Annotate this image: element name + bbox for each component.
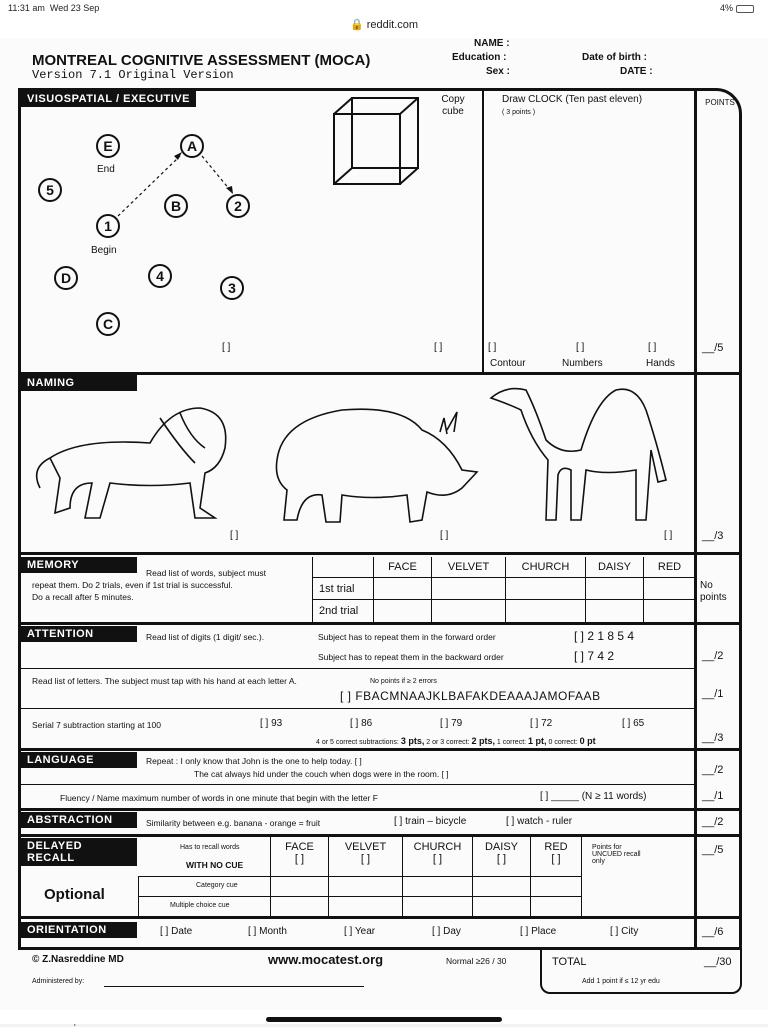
sex-label: Sex : <box>486 66 510 77</box>
divider <box>18 622 742 625</box>
trail-node-1: 1 <box>96 214 120 238</box>
visuospatial-score: __/5 <box>702 342 724 354</box>
trail-begin-label: Begin <box>91 245 117 256</box>
serial-instr: Serial 7 subtraction starting at 100 <box>32 720 161 730</box>
memory-word-red: RED <box>643 557 695 622</box>
serial-score: __/3 <box>702 732 724 744</box>
numbers-box[interactable]: [ ] <box>576 342 585 353</box>
administered-by: Administered by: <box>32 978 85 985</box>
home-indicator[interactable] <box>266 1017 502 1022</box>
url-text: reddit.com <box>366 19 419 31</box>
abstraction-train-bicycle[interactable]: [ ] train – bicycle <box>394 816 467 827</box>
recall-daisy: DAISY [ ] <box>472 837 530 917</box>
memory-word-face: FACE <box>373 557 431 622</box>
serial-86[interactable]: [ ] 86 <box>350 718 373 729</box>
url-bar[interactable] <box>0 16 768 38</box>
divider <box>18 808 742 811</box>
memory-instr-1: Read list of words, subject must <box>146 568 266 578</box>
abstraction-instr: Similarity between e.g. banana - orange = fruit <box>146 818 321 828</box>
trail-node-d: D <box>54 266 78 290</box>
repeat-sentence-1[interactable]: Repeat : I only know that John is the one to help today. [ ] <box>146 756 362 766</box>
clock-title: Draw CLOCK (Ten past eleven) <box>502 94 643 105</box>
trail-node-3: 3 <box>220 276 244 300</box>
camel-drawing <box>486 380 676 530</box>
naming-score: __/3 <box>702 530 724 542</box>
divider <box>138 876 582 877</box>
total-box <box>540 948 742 994</box>
digits-instr: Read list of digits (1 digit/ sec.). <box>146 632 265 642</box>
dob-label: Date of birth : <box>582 52 647 63</box>
recall-score: __/5 <box>702 844 724 856</box>
numbers-label: Numbers <box>562 358 603 369</box>
delayed-recall-heading: DELAYED RECALL <box>21 838 137 866</box>
trail-node-b: B <box>164 194 188 218</box>
trail-node-a: A <box>180 134 204 158</box>
trail-node-c: C <box>96 312 120 336</box>
trail-node-5: 5 <box>38 178 62 202</box>
letters-sequence[interactable]: [ ] FBACMNAAJKLBAFAKDEAAAJAMOFAAB <box>340 689 601 703</box>
fluency-box[interactable]: [ ] _____ (N ≥ 11 words) <box>540 791 647 802</box>
status-bar <box>0 0 768 16</box>
orientation-heading: ORIENTATION <box>21 922 137 938</box>
naming-heading: NAMING <box>21 375 137 391</box>
battery-icon <box>736 5 754 13</box>
lock-icon: 🔒 <box>349 19 364 31</box>
form-title: MONTREAL COGNITIVE ASSESSMENT (MOCA) <box>32 52 371 69</box>
form-version: Version 7.1 Original Version <box>32 68 234 82</box>
serial-79[interactable]: [ ] 79 <box>440 718 463 729</box>
status-time: 11:31 am Wed 23 Sep <box>8 3 100 13</box>
digits-score: __/2 <box>702 650 724 662</box>
abstraction-heading: ABSTRACTION <box>21 812 137 828</box>
serial-65[interactable]: [ ] 65 <box>622 718 645 729</box>
visuospatial-heading: VISUOSPATIAL / EXECUTIVE <box>21 91 196 107</box>
orientation-year[interactable]: [ ] Year <box>344 926 376 937</box>
memory-instr-2: repeat them. Do 2 trials, even if 1st trial is successful. <box>32 580 233 590</box>
trail-end-label: End <box>97 164 115 175</box>
points-column-divider <box>694 88 697 950</box>
orientation-score: __/6 <box>702 926 724 938</box>
with-no-cue: WITH NO CUE <box>186 860 244 870</box>
serial-72[interactable]: [ ] 72 <box>530 718 553 729</box>
trail-box[interactable]: [ ] <box>222 342 231 353</box>
recall-table <box>270 837 582 917</box>
name-label: NAME : <box>474 38 510 49</box>
has-to-recall: Has to recall words <box>180 844 240 851</box>
letters-instr: Read list of letters. The subject must tap with his hand at each letter A. <box>32 676 297 686</box>
repeat-sentence-2[interactable]: The cat always hid under the couch when dogs were in the room. [ ] <box>194 769 449 779</box>
orientation-day[interactable]: [ ] Day <box>432 926 461 937</box>
hands-box[interactable]: [ ] <box>648 342 657 353</box>
recall-face: FACE [ ] <box>270 837 328 917</box>
abstraction-score: __/2 <box>702 816 724 828</box>
forward-digits[interactable]: [ ] 2 1 8 5 4 <box>574 629 635 643</box>
naming-rhino-box[interactable]: [ ] <box>440 530 449 541</box>
add-point-note: Add 1 point if ≤ 12 yr edu <box>582 978 660 985</box>
repeat-score: __/2 <box>702 764 724 776</box>
memory-trial-1: 1st trial <box>319 583 355 595</box>
language-heading: LANGUAGE <box>21 752 137 768</box>
attention-heading: ATTENTION <box>21 626 137 642</box>
memory-word-velvet: VELVET <box>431 557 505 622</box>
recall-red: RED [ ] <box>530 837 582 917</box>
memory-no-points: No points <box>700 580 727 603</box>
orientation-month[interactable]: [ ] Month <box>248 926 287 937</box>
letters-note: No points if ≥ 2 errors <box>370 678 437 685</box>
trail-node-e: E <box>96 134 120 158</box>
backward-instr: Subject has to repeat them in the backward order <box>318 652 504 662</box>
copyright: © Z.Nasreddine MD <box>32 954 124 965</box>
serial-93[interactable]: [ ] 93 <box>260 718 283 729</box>
orientation-city[interactable]: [ ] City <box>610 926 639 937</box>
memory-table <box>312 557 694 622</box>
category-cue: Category cue <box>196 882 238 889</box>
memory-instr-3: Do a recall after 5 minutes. <box>32 592 134 602</box>
total-label: TOTAL <box>552 956 587 968</box>
copy-cube-label: Copy cube <box>441 94 465 117</box>
cube-box[interactable]: [ ] <box>434 342 443 353</box>
website: www.mocatest.org <box>268 952 384 967</box>
naming-lion-box[interactable]: [ ] <box>230 530 239 541</box>
forward-instr: Subject has to repeat them in the forward order <box>318 632 496 642</box>
trail-node-4: 4 <box>148 264 172 288</box>
memory-trial-2: 2nd trial <box>319 605 359 617</box>
divider <box>18 668 697 669</box>
clock-points: ( 3 points ) <box>502 109 536 116</box>
hands-label: Hands <box>646 358 675 369</box>
divider <box>18 784 697 785</box>
recall-velvet: VELVET [ ] <box>328 837 402 917</box>
fluency-instr: Fluency / Name maximum number of words in one minute that begin with the letter F <box>60 793 378 803</box>
orientation-place[interactable]: [ ] Place <box>520 926 557 937</box>
orientation-date[interactable]: [ ] Date <box>160 926 193 937</box>
cube-drawing <box>326 90 426 194</box>
abstraction-watch-ruler[interactable]: [ ] watch - ruler <box>506 816 573 827</box>
divider <box>18 748 742 751</box>
multiple-choice-cue: Multiple choice cue <box>170 902 230 909</box>
memory-heading: MEMORY <box>21 557 137 573</box>
memory-word-daisy: DAISY <box>585 557 643 622</box>
backward-digits[interactable]: [ ] 7 4 2 <box>574 649 615 663</box>
status-right: 4% <box>720 3 754 13</box>
fluency-score: __/1 <box>702 790 724 802</box>
rhino-drawing <box>262 400 482 530</box>
date-label: DATE : <box>620 66 653 77</box>
points-header: POINTS <box>705 98 735 107</box>
contour-box[interactable]: [ ] <box>488 342 497 353</box>
contour-label: Contour <box>490 358 526 369</box>
serial-scoring: 4 or 5 correct subtractions: 3 pts, 2 or 3 correct: 2 pts, 1 correct: 1 pt, 0 correct: 0 pt <box>316 736 596 746</box>
divider <box>138 876 139 916</box>
optional-label: Optional <box>44 886 105 903</box>
lion-drawing <box>30 388 240 528</box>
trail-node-2: 2 <box>226 194 250 218</box>
recall-church: CHURCH [ ] <box>402 837 472 917</box>
divider <box>18 916 742 919</box>
letters-score: __/1 <box>702 688 724 700</box>
divider <box>18 708 697 709</box>
normal-range: Normal ≥26 / 30 <box>446 956 507 966</box>
total-score: __/30 <box>704 956 732 968</box>
clock-divider <box>482 88 484 374</box>
trail-arrows <box>0 38 300 358</box>
education-label: Education : <box>452 52 507 63</box>
divider <box>138 896 582 897</box>
divider <box>18 552 742 555</box>
moca-form <box>0 38 768 1010</box>
naming-camel-box[interactable]: [ ] <box>664 530 673 541</box>
memory-word-church: CHURCH <box>505 557 585 622</box>
divider <box>104 986 364 987</box>
recall-points-note: Points for UNCUED recall only <box>592 844 641 865</box>
